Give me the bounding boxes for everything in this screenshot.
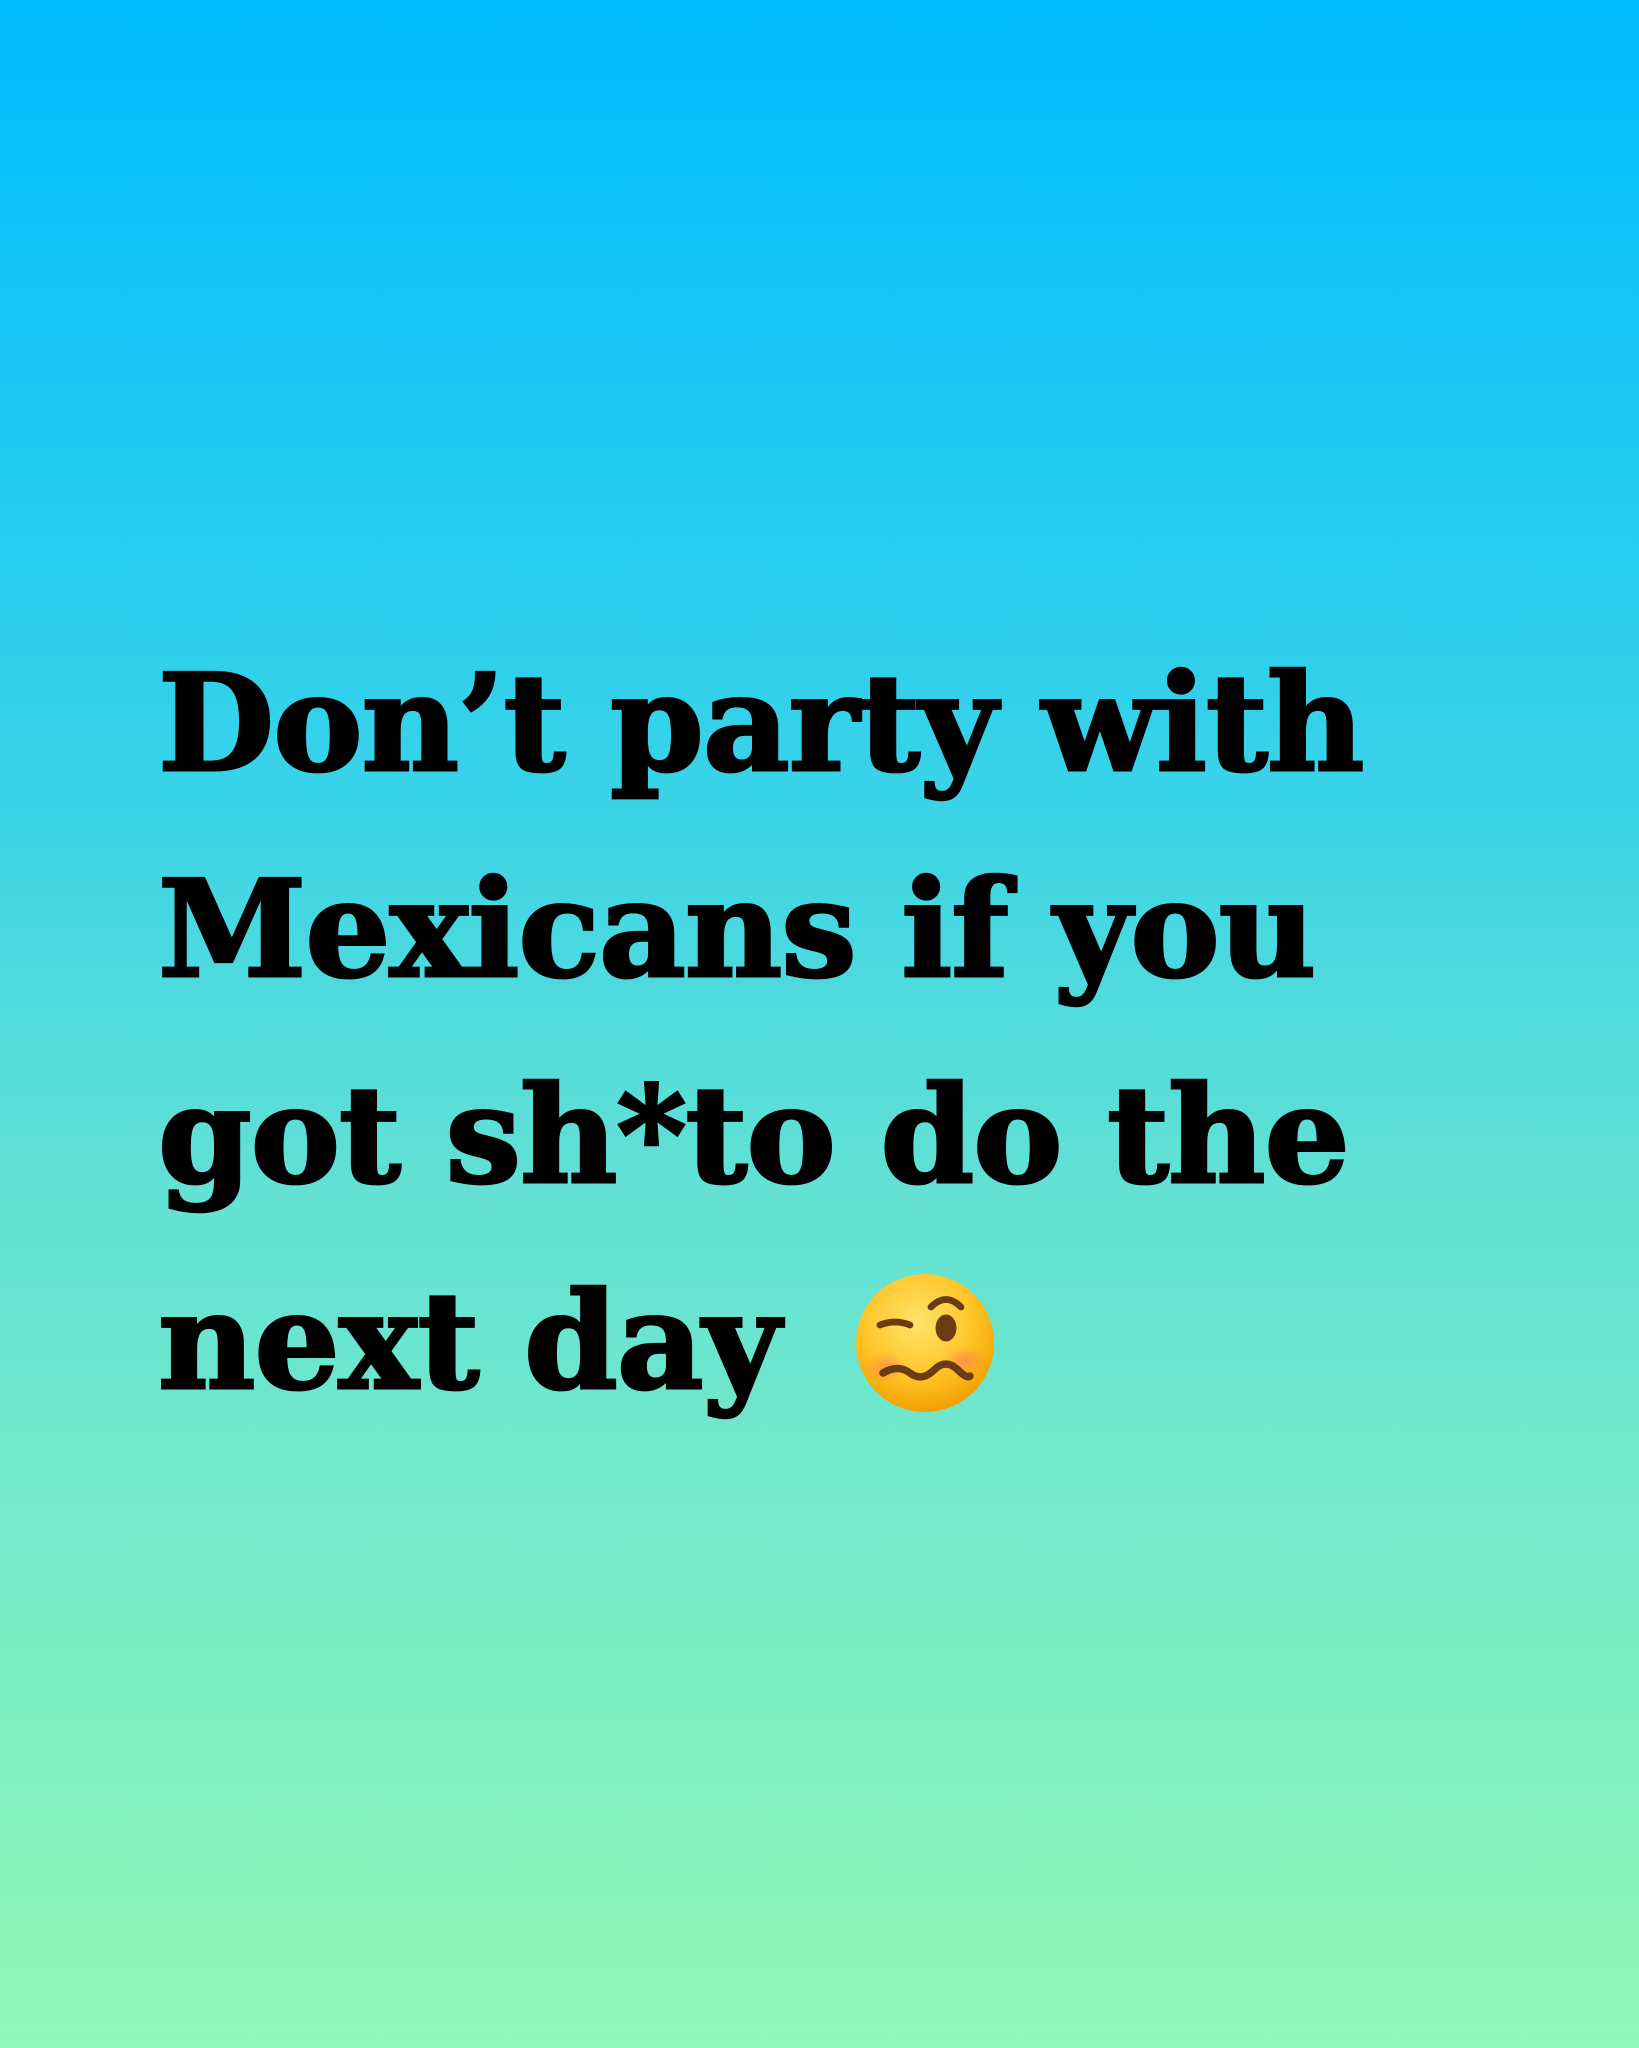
post-line-1: Don’t party with <box>158 644 1364 802</box>
post-line-3: got sh*to do the <box>158 1056 1349 1214</box>
post-line-2: Mexicans if you <box>158 850 1316 1008</box>
woozy-face-icon <box>850 1268 1000 1418</box>
post-text <box>158 620 1558 1444</box>
post-line-4-text: next day <box>158 1262 780 1420</box>
post-line-4 <box>158 1238 1558 1444</box>
